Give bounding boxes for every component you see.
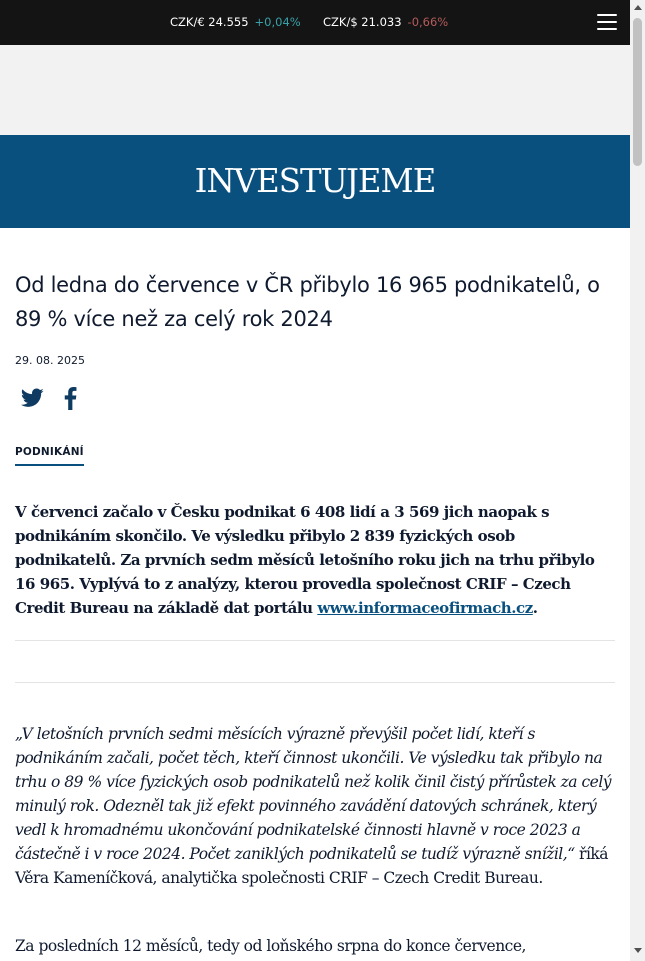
lead-end: . (532, 599, 538, 617)
ticker-usd-label: CZK/$ 21.033 (323, 15, 402, 29)
quote-text: „V letošních prvních sedmi měsících výrazně převýšil počet lidí, kteří s podnikáním začali, počet těch, kteří činnost ukončili. Ve výsledku tak přibylo na trhu o 89 % více fyzických osob podnikatelů než kolik činil čistý přírůstek za celý minulý rok. Odezněl tak již efekt povinného zavádění datových schránek, který vedl k hromadnému ukončování podnikatelské činnosti hlavně v roce 2023 a částečně i v roce 2024. Počet zaniklých podnikatelů se tudíž výrazně snížil,“ (15, 725, 612, 863)
article-date: 29. 08. 2025 (15, 354, 85, 367)
vertical-scrollbar[interactable] (630, 0, 645, 961)
ticker-eur-change: +0,04% (254, 15, 301, 29)
ticker-usd (323, 15, 448, 29)
ticker-eur (170, 15, 301, 29)
article-paragraph: Za posledních 12 měsíců, tedy od loňského srpna do konce července, (15, 937, 526, 955)
scrollbar-thumb[interactable] (633, 18, 642, 166)
content-divider (15, 640, 615, 641)
currency-ticker-bar (0, 0, 630, 45)
ticker-eur-label: CZK/€ 24.555 (170, 15, 249, 29)
article-lead (15, 500, 615, 620)
site-logo[interactable]: INVESTUJEME (194, 161, 436, 200)
category-tag[interactable]: PODNIKÁNÍ (15, 446, 84, 466)
ad-space (0, 45, 630, 135)
ticker-usd-change: -0,66% (407, 15, 449, 29)
facebook-icon[interactable] (64, 387, 77, 410)
hamburger-menu-icon[interactable] (597, 14, 617, 31)
article-quote (15, 722, 615, 890)
article-title: Od ledna do července v ČR přibylo 16 965 podnikatelů, o 89 % více než za celý rok 2024 (15, 273, 600, 331)
lead-text: V červenci začalo v Česku podnikat 6 408 lidí a 3 569 jich naopak s podnikáním skončilo. Ve výsledku přibylo 2 839 fyzických osob podnikatelů. Za prvních sedm měsíců letošního roku jich na trhu přibylo 16 965. Vyplývá to z analýzy, kterou provedla společnost CRIF – Czech Credit Bureau na základě dat portálu (15, 503, 595, 617)
scroll-down-arrow-icon[interactable] (634, 948, 642, 953)
twitter-icon[interactable] (21, 388, 44, 408)
content-divider (15, 682, 615, 683)
quote-attribution: říká Věra Kameníčková, analytička společnosti CRIF – Czech Credit Bureau. (15, 845, 609, 887)
scroll-up-arrow-icon[interactable] (634, 5, 642, 10)
source-link[interactable]: www.informaceofirmach.cz (317, 599, 533, 617)
